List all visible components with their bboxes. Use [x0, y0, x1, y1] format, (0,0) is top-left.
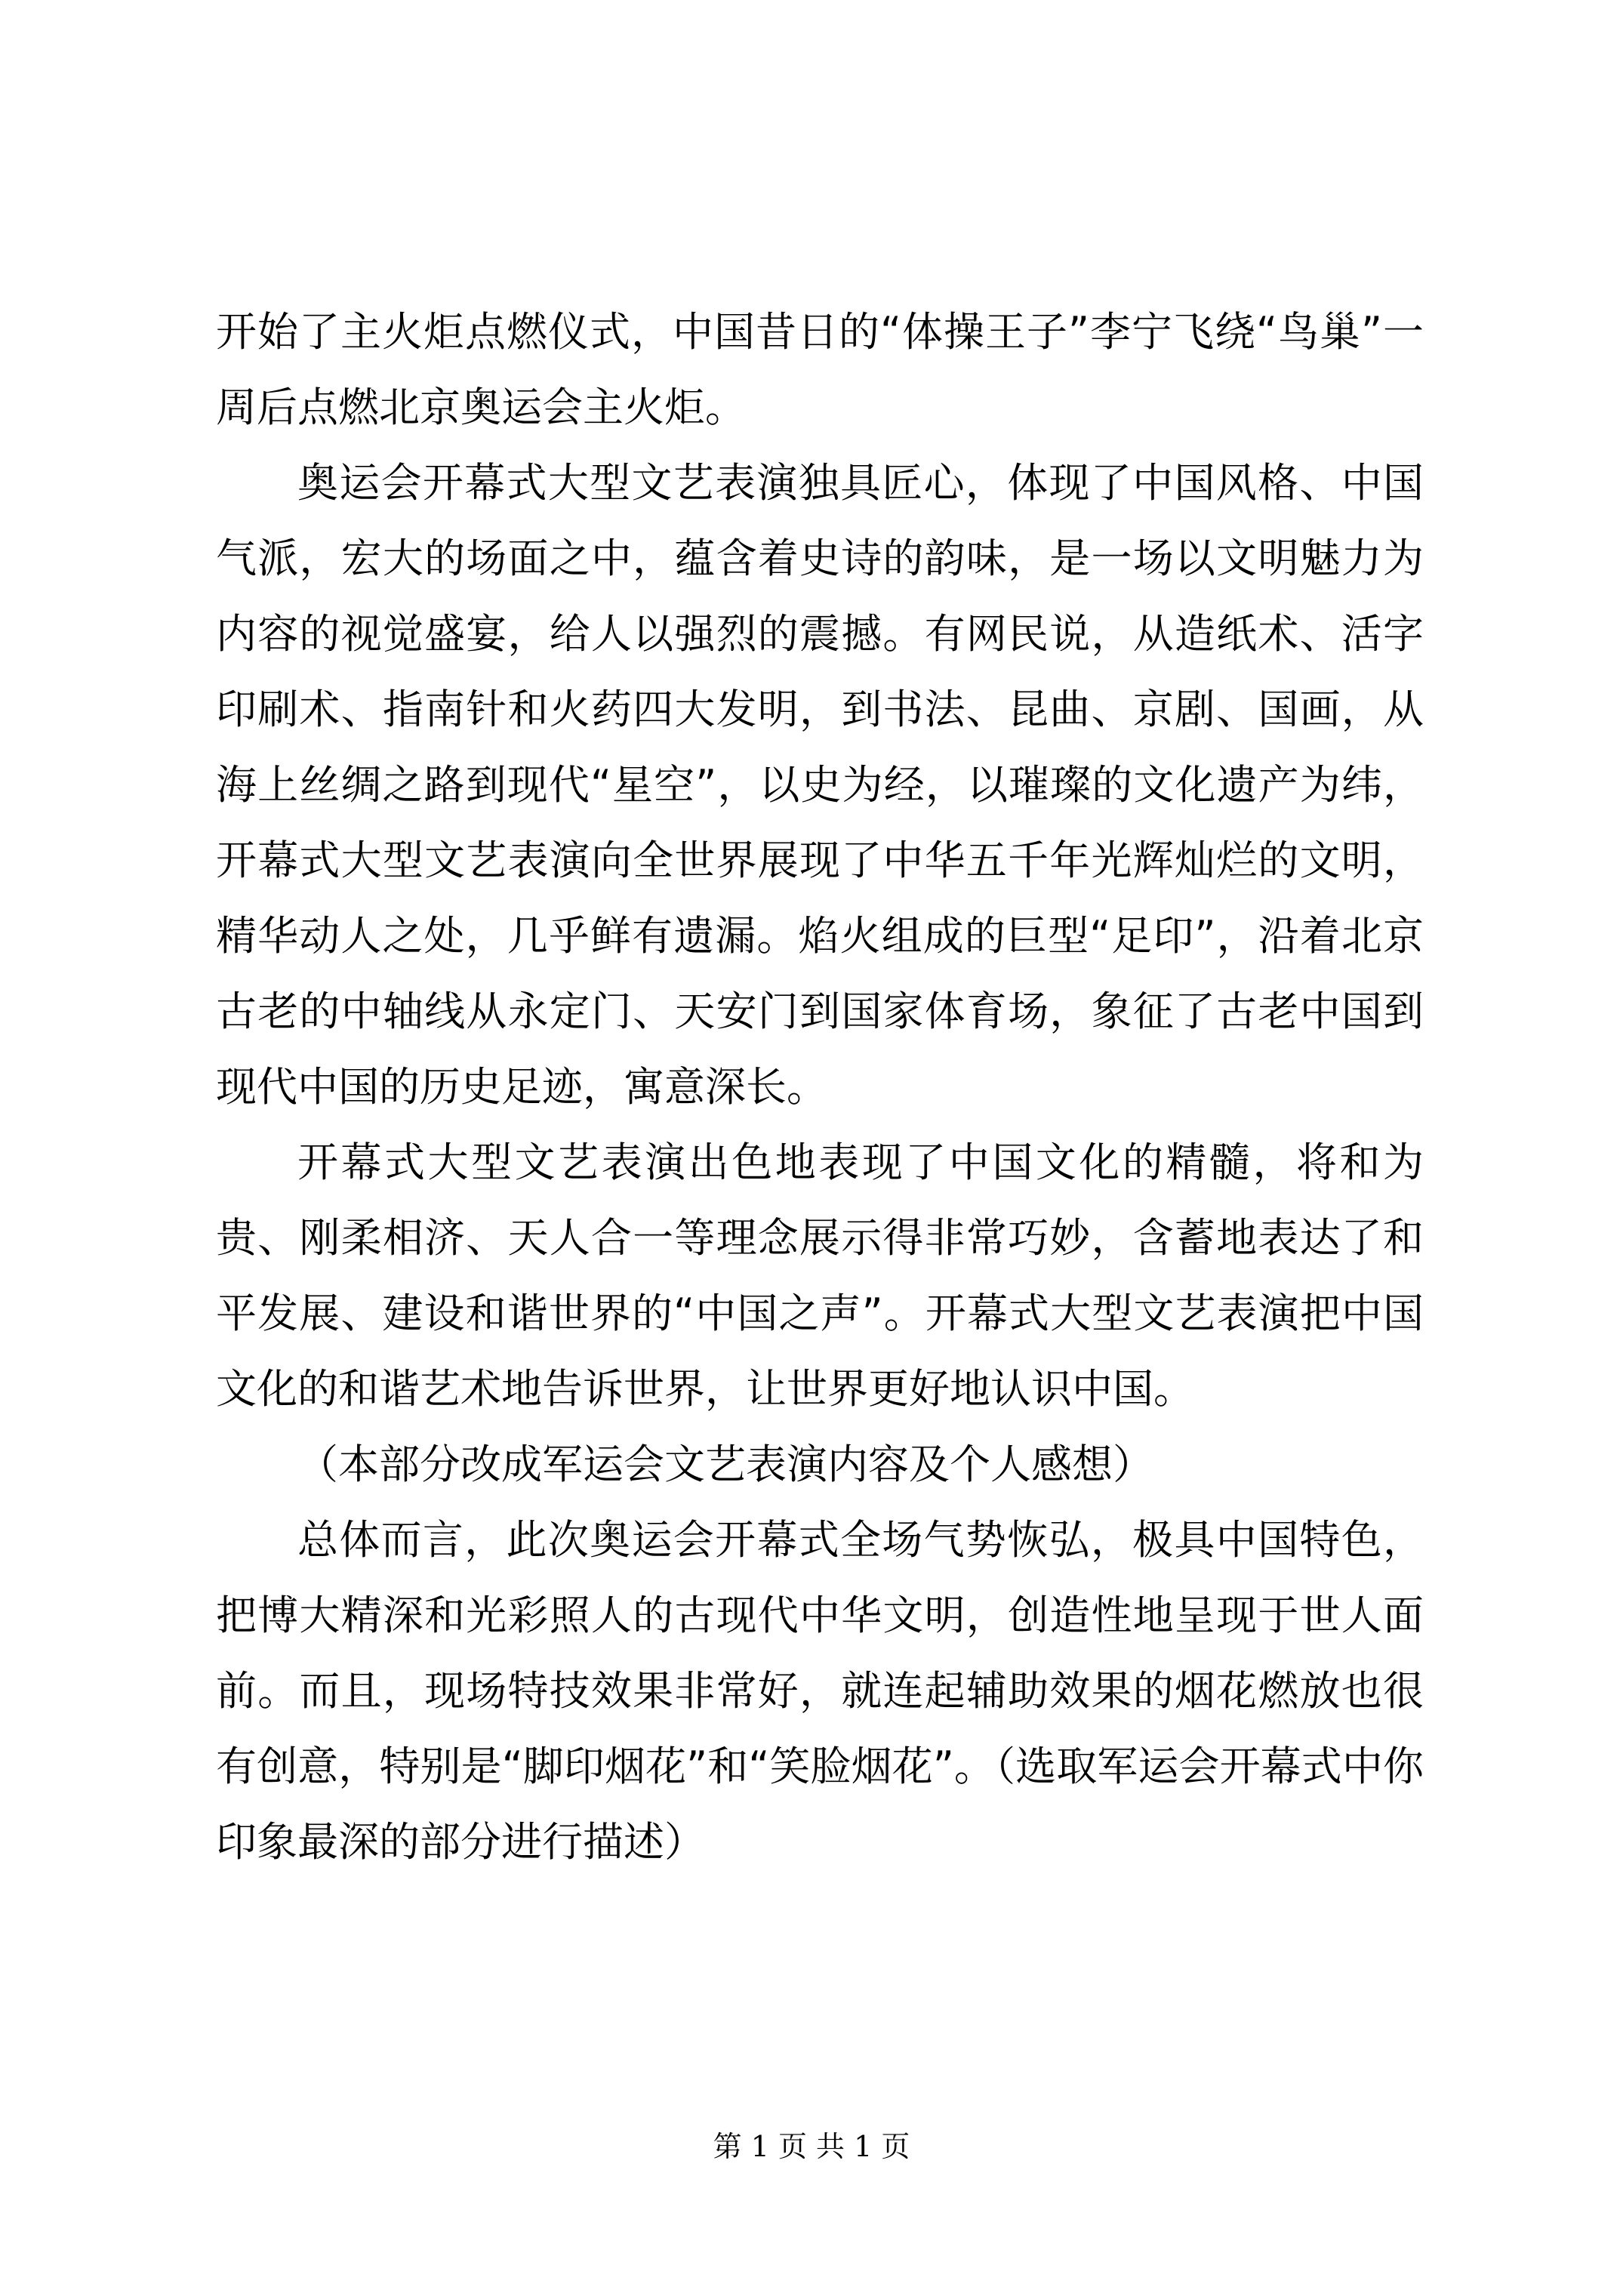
paragraph-1: 开始了主火炬点燃仪式，中国昔日的“体操王子”李宁飞绕“鸟巢”一周后点燃北京奥运会主火炬。	[216, 308, 1424, 431]
paragraph-3: 开幕式大型文艺表演出色地表现了中国文化的精髓，将和为贵、刚柔相济、天人合一等理念展示得非常巧妙，含蓄地表达了和平发展、建设和谐世界的“中国之声”。开幕式大型文艺表演把中国文化的和谐艺术地告诉世界，让世界更好地认识中国。	[216, 1139, 1424, 1413]
page-footer: 第 1 页 共 1 页	[713, 2130, 910, 2163]
paragraph-2: 奥运会开幕式大型文艺表演独具匠心，体现了中国风格、中国气派，宏大的场面之中，蕴含着史诗的韵味，是一场以文明魅力为内容的视觉盛宴，给人以强烈的震撼。有网民说，从造纸术、活字印刷术、指南针和火药四大发明，到书法、昆曲、京剧、国画，从海上丝绸之路到现代“星空”，以史为经，以璀璨的文化遗产为纬，开幕式大型文艺表演向全世界展现了中华五千年光辉灿烂的文明，精华动人之处，几乎鲜有遗漏。焰火组成的巨型“足印”，沿着北京古老的中轴线从永定门、天安门到国家体育场，象征了古老中国到现代中国的历史足迹，寓意深长。	[216, 459, 1424, 1111]
document-body	[216, 294, 1424, 1880]
paragraph-5: 总体而言，此次奥运会开幕式全场气势恢弘，极具中国特色，把博大精深和光彩照人的古现代中华文明，创造性地呈现于世人面前。而且，现场特技效果非常好，就连起辅助效果的烟花燃放也很有创意，特别是“脚印烟花”和“笑脸烟花”。（选取军运会开幕式中你印象最深的部分进行描述）	[216, 1516, 1424, 1866]
paragraph-4: （本部分改成军运会文艺表演内容及个人感想）	[297, 1441, 1153, 1488]
